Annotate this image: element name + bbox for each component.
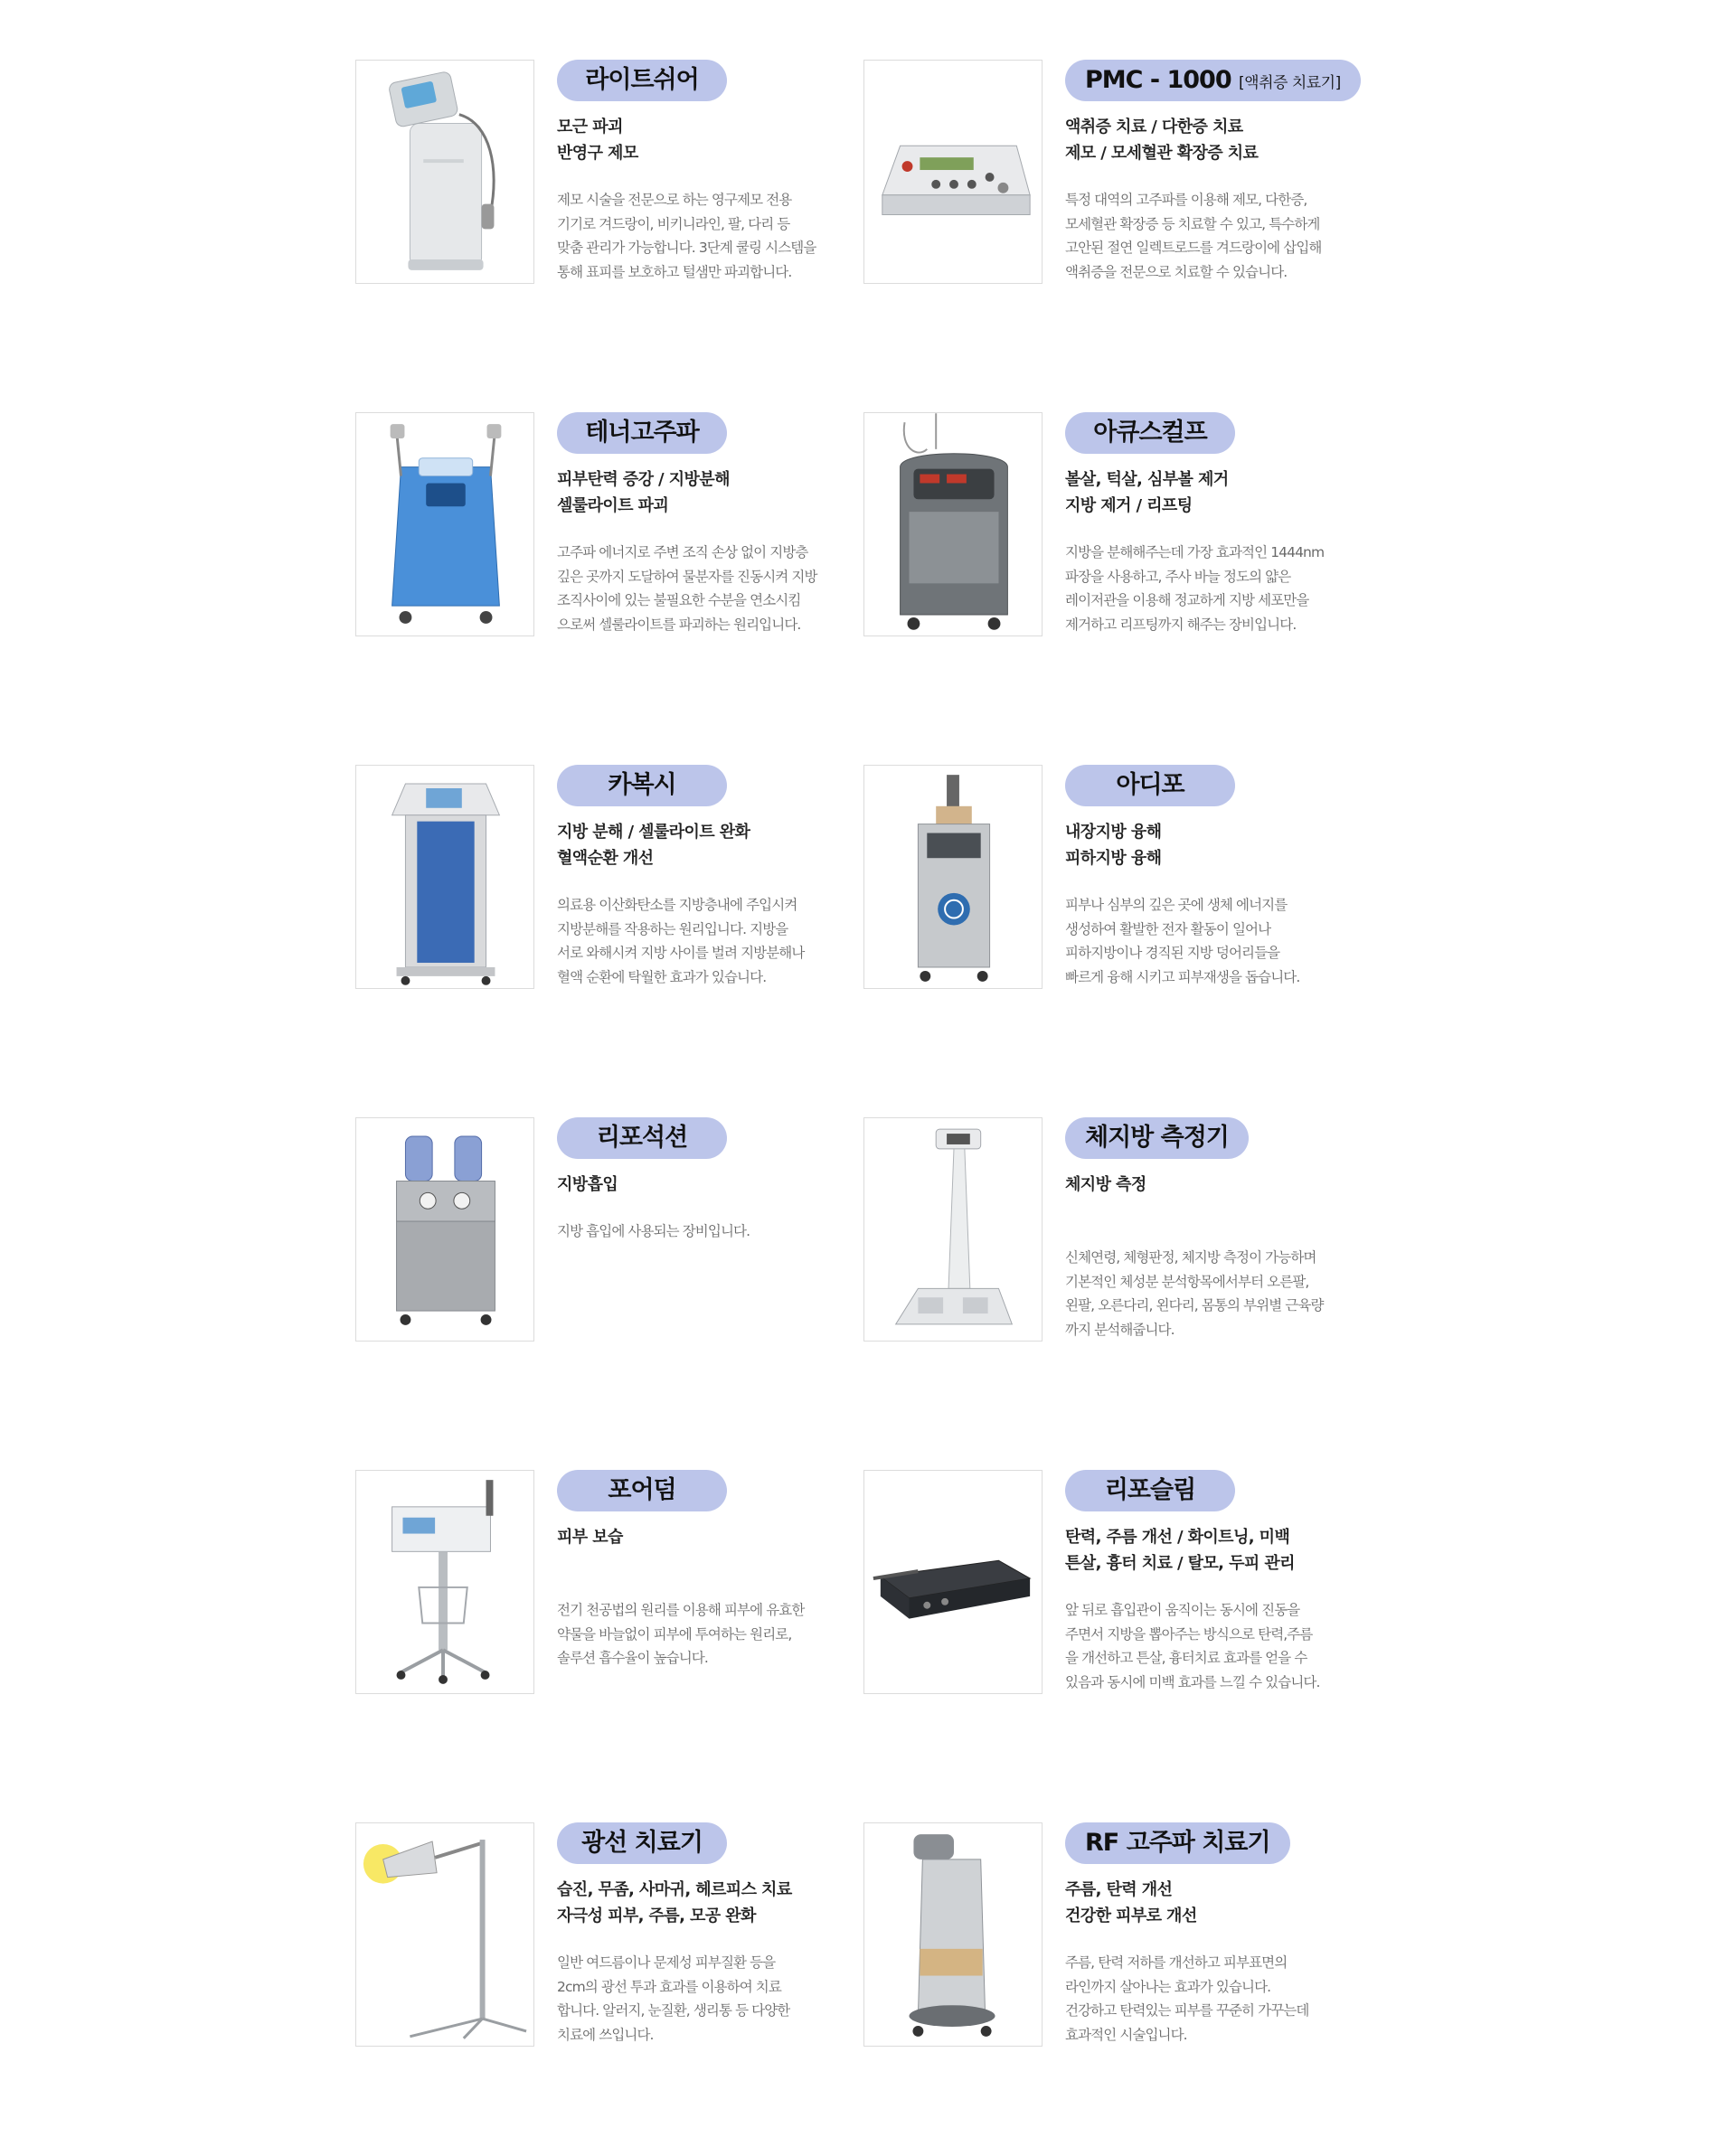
- device-card-pmc1000: [863, 60, 1372, 286]
- device-title-pill: [1065, 1117, 1249, 1159]
- feature-line: 제모 / 모세혈관 확장증 치료: [1065, 144, 1259, 163]
- description-line: 깊은 곳까지 도달하여 물분자를 진동시켜 지방: [557, 568, 817, 585]
- device-features: [557, 1877, 860, 1929]
- device-description: [557, 893, 860, 989]
- device-image-accusculpt: [863, 412, 1043, 636]
- feature-line: 반영구 제모: [557, 144, 638, 163]
- feature-line: 체지방 측정: [1065, 1175, 1146, 1194]
- description-line: 생성하여 활발한 전자 활동이 일어나: [1065, 920, 1271, 937]
- light-therapy-lamp-icon: [356, 1823, 533, 2046]
- description-line: 레이저관을 이용해 정교하게 지방 세포만을: [1065, 592, 1309, 608]
- device-image-body-fat-analyzer: [863, 1117, 1043, 1342]
- device-image-poredum: [355, 1470, 534, 1694]
- device-title: 체지방 측정기: [1085, 1124, 1229, 1152]
- description-line: 건강하고 탄력있는 피부를 꾸준히 가꾸는데: [1065, 2002, 1309, 2019]
- description-line: 빠르게 융해 시키고 피부재생을 돕습니다.: [1065, 968, 1300, 985]
- description-line: 까지 분석해줍니다.: [1065, 1321, 1175, 1338]
- feature-line: 자극성 피부, 주름, 모공 완화: [557, 1907, 756, 1925]
- device-info-pmc1000: [1065, 60, 1368, 280]
- device-image-lightsheer: [355, 60, 534, 284]
- device-info-liposlim: [1065, 1470, 1368, 1690]
- device-subtitle: [액취증 치료기]: [1239, 74, 1341, 92]
- device-title-pill: [557, 1117, 727, 1159]
- device-features: [1065, 466, 1368, 519]
- device-title: 테너고주파: [585, 419, 699, 447]
- device-image-liposuction: [355, 1117, 534, 1342]
- device-info-lightsheer: [557, 60, 860, 280]
- device-card-tenor: [355, 412, 863, 638]
- device-title: 아디포: [1116, 771, 1184, 799]
- description-line: 전기 천공법의 원리를 이용해 피부에 유효한: [557, 1602, 805, 1618]
- device-description: [1065, 541, 1368, 636]
- feature-line: 혈액순환 개선: [557, 849, 654, 868]
- description-line: 조직사이에 있는 불필요한 수분을 연소시킴: [557, 592, 801, 608]
- carboxy-machine-icon: [356, 766, 533, 988]
- feature-line: 지방흡입: [557, 1175, 618, 1194]
- tenor-rf-machine-icon: [356, 413, 533, 636]
- description-line: 맞춤 관리가 가능합니다. 3단계 쿨링 시스템을: [557, 240, 816, 256]
- device-description: [1065, 1246, 1368, 1342]
- description-line: 액취증을 전문으로 치료할 수 있습니다.: [1065, 263, 1288, 280]
- description-line: 제모 시술을 전문으로 하는 영구제모 전용: [557, 192, 792, 208]
- device-title-pill: [557, 412, 727, 454]
- feature-line: 피부 보습: [557, 1528, 623, 1547]
- description-line: 으로써 셀룰라이트를 파괴하는 원리입니다.: [557, 616, 801, 633]
- device-image-adipo: [863, 765, 1043, 989]
- device-image-tenor: [355, 412, 534, 636]
- device-title: PMC - 1000: [1085, 66, 1231, 94]
- device-description: [1065, 893, 1368, 989]
- device-features: [557, 114, 860, 166]
- device-info-accusculpt: [1065, 412, 1368, 633]
- feature-line: 지방 분해 / 셀룰라이트 완화: [557, 823, 750, 842]
- device-title: 아큐스컬프: [1093, 419, 1207, 447]
- pmc1000-machine-icon: [864, 61, 1042, 283]
- device-title: 포어덤: [608, 1476, 676, 1504]
- feature-line: 볼살, 턱살, 심부볼 제거: [1065, 470, 1229, 489]
- device-info-poredum: [557, 1470, 860, 1666]
- device-description: [557, 541, 860, 636]
- device-features: [1065, 819, 1368, 871]
- description-line: 신체연령, 체형판정, 체지방 측정이 가능하며: [1065, 1249, 1316, 1266]
- device-image-rf-therapy: [863, 1822, 1043, 2047]
- device-title-pill: [557, 60, 727, 101]
- device-card-adipo: [863, 765, 1372, 991]
- feature-line: 피하지방 융해: [1065, 849, 1162, 868]
- device-title-pill: [1065, 1822, 1290, 1864]
- device-card-carboxy: [355, 765, 863, 991]
- description-line: 의료용 이산화탄소를 지방층내에 주입시켜: [557, 897, 797, 913]
- description-line: 모세혈관 확장증 등 치료할 수 있고, 특수하게: [1065, 215, 1320, 232]
- device-title: 리포석션: [596, 1124, 688, 1152]
- description-line: 특정 대역의 고주파를 이용해 제모, 다한증,: [1065, 192, 1307, 208]
- device-features: [557, 819, 860, 871]
- device-description: [1065, 188, 1368, 284]
- device-info-adipo: [1065, 765, 1368, 985]
- device-title: RF 고주파 치료기: [1085, 1829, 1270, 1857]
- description-line: 을 개선하고 튼살, 흉터치료 효과를 얻을 수: [1065, 1650, 1307, 1666]
- device-image-carboxy: [355, 765, 534, 989]
- description-line: 지방 흡입에 사용되는 장비입니다.: [557, 1223, 750, 1239]
- device-features: [1065, 1172, 1368, 1198]
- rf-therapy-machine-icon: [864, 1823, 1042, 2046]
- device-title: 카복시: [608, 771, 676, 799]
- description-line: 약물을 바늘없이 피부에 투여하는 원리로,: [557, 1625, 792, 1643]
- poredum-machine-icon: [356, 1471, 533, 1693]
- feature-line: 액취증 치료 / 다한증 치료: [1065, 118, 1243, 137]
- feature-line: 주름, 탄력 개선: [1065, 1880, 1173, 1899]
- liposuction-machine-icon: [356, 1118, 533, 1341]
- description-line: 합니다. 알러지, 눈질환, 생리통 등 다양한: [557, 2002, 790, 2019]
- device-features: [557, 1172, 860, 1198]
- description-line: 앞 뒤로 흡입관이 움직이는 동시에 진동을: [1065, 1602, 1300, 1618]
- device-info-tenor: [557, 412, 860, 633]
- description-line: 지방을 분해해주는데 가장 효과적인 1444nm: [1065, 544, 1325, 560]
- device-card-light-therapy: [355, 1822, 863, 2048]
- device-grid: [355, 60, 1372, 2048]
- description-line: 효과적인 시술입니다.: [1065, 2026, 1187, 2043]
- device-features: [1065, 114, 1368, 166]
- device-title-pill: [1065, 1470, 1235, 1511]
- description-line: 왼팔, 오른다리, 왼다리, 몸통의 부위별 근육량: [1065, 1297, 1324, 1313]
- device-description: [557, 188, 860, 284]
- device-description: [557, 1951, 860, 2047]
- device-features: [557, 466, 860, 519]
- description-line: 파장을 사용하고, 주사 바늘 정도의 얇은: [1065, 568, 1291, 585]
- description-line: 주름, 탄력 저하를 개선하고 피부표면의: [1065, 1954, 1288, 1971]
- description-line: 제거하고 리프팅까지 해주는 장비입니다.: [1065, 616, 1297, 633]
- device-description: [1065, 1598, 1368, 1694]
- feature-line: 셀룰라이트 파괴: [557, 496, 669, 515]
- device-title-pill: [1065, 765, 1235, 806]
- description-line: 주면서 지방을 뽑아주는 방식으로 탄력,주름: [1065, 1625, 1313, 1643]
- feature-line: 모근 파괴: [557, 118, 623, 137]
- description-line: 서로 와해시켜 지방 사이를 벌려 지방분해나: [557, 945, 805, 961]
- description-line: 피부나 심부의 깊은 곳에 생체 에너지를: [1065, 897, 1288, 913]
- device-features: [1065, 1524, 1368, 1577]
- description-line: 통해 표피를 보호하고 털샘만 파괴합니다.: [557, 263, 792, 280]
- device-description: [1065, 1951, 1368, 2047]
- description-line: 혈액 순환에 탁월한 효과가 있습니다.: [557, 968, 767, 985]
- feature-line: 내장지방 융해: [1065, 823, 1162, 842]
- device-image-liposlim: [863, 1470, 1043, 1694]
- adipo-machine-icon: [864, 766, 1042, 988]
- description-line: 2cm의 광선 투과 효과를 이용하여 치료: [557, 1978, 781, 1995]
- device-title: 라이트쉬어: [585, 66, 699, 94]
- description-line: 기기로 겨드랑이, 비키니라인, 팔, 다리 등: [557, 215, 790, 232]
- device-features: [1065, 1877, 1368, 1929]
- description-line: 일반 여드름이나 문제성 피부질환 등을: [557, 1954, 776, 1971]
- description-line: 솔루션 흡수율이 높습니다.: [557, 1650, 708, 1666]
- description-line: 치료에 쓰입니다.: [557, 2026, 654, 2043]
- device-title: 리포슬림: [1104, 1476, 1196, 1504]
- device-title-pill: [1065, 60, 1361, 101]
- device-info-liposuction: [557, 1117, 860, 1239]
- device-info-carboxy: [557, 765, 860, 985]
- feature-line: 탄력, 주름 개선 / 화이트닝, 미백: [1065, 1528, 1290, 1547]
- device-title-pill: [557, 1822, 727, 1864]
- description-line: 라인까지 살아나는 효과가 있습니다.: [1065, 1978, 1271, 1995]
- feature-line: 지방 제거 / 리프팅: [1065, 496, 1193, 515]
- accusculpt-laser-icon: [864, 413, 1042, 636]
- device-title-pill: [557, 1470, 727, 1511]
- device-description: [557, 1219, 860, 1244]
- description-line: 지방분해를 작용하는 원리입니다. 지방을: [557, 920, 788, 937]
- device-card-liposlim: [863, 1470, 1372, 1696]
- device-card-poredum: [355, 1470, 863, 1696]
- device-description: [557, 1598, 860, 1671]
- device-info-rf-therapy: [1065, 1822, 1368, 2043]
- device-info-light-therapy: [557, 1822, 860, 2043]
- device-features: [557, 1524, 860, 1550]
- device-card-lightsheer: [355, 60, 863, 286]
- feature-line: 튼살, 흉터 치료 / 탈모, 두피 관리: [1065, 1554, 1295, 1573]
- device-card-rf-therapy: [863, 1822, 1372, 2048]
- device-card-accusculpt: [863, 412, 1372, 638]
- device-card-body-fat-analyzer: [863, 1117, 1372, 1343]
- description-line: 기본적인 체성분 분석항목에서부터 오른팔,: [1065, 1273, 1309, 1290]
- device-image-pmc1000: [863, 60, 1043, 284]
- device-info-body-fat-analyzer: [1065, 1117, 1368, 1338]
- description-line: 고주파 에너지로 주변 조직 손상 없이 지방층: [557, 544, 808, 560]
- device-title-pill: [557, 765, 727, 806]
- description-line: 고안된 절연 일렉트로드를 겨드랑이에 삽입해: [1065, 240, 1322, 256]
- body-fat-analyzer-icon: [864, 1118, 1042, 1341]
- device-title-pill: [1065, 412, 1235, 454]
- feature-line: 습진, 무좀, 사마귀, 헤르피스 치료: [557, 1880, 792, 1899]
- device-title: 광선 치료기: [581, 1829, 703, 1857]
- description-line: 있음과 동시에 미백 효과를 느낄 수 있습니다.: [1065, 1673, 1320, 1690]
- feature-line: 건강한 피부로 개선: [1065, 1907, 1197, 1925]
- device-image-light-therapy: [355, 1822, 534, 2047]
- description-line: 피하지방이나 경직된 지방 덩어리들을: [1065, 945, 1280, 961]
- liposlim-machine-icon: [864, 1471, 1042, 1693]
- feature-line: 피부탄력 증강 / 지방분해: [557, 470, 730, 489]
- lightsheer-machine-icon: [356, 61, 533, 283]
- device-card-liposuction: [355, 1117, 863, 1343]
